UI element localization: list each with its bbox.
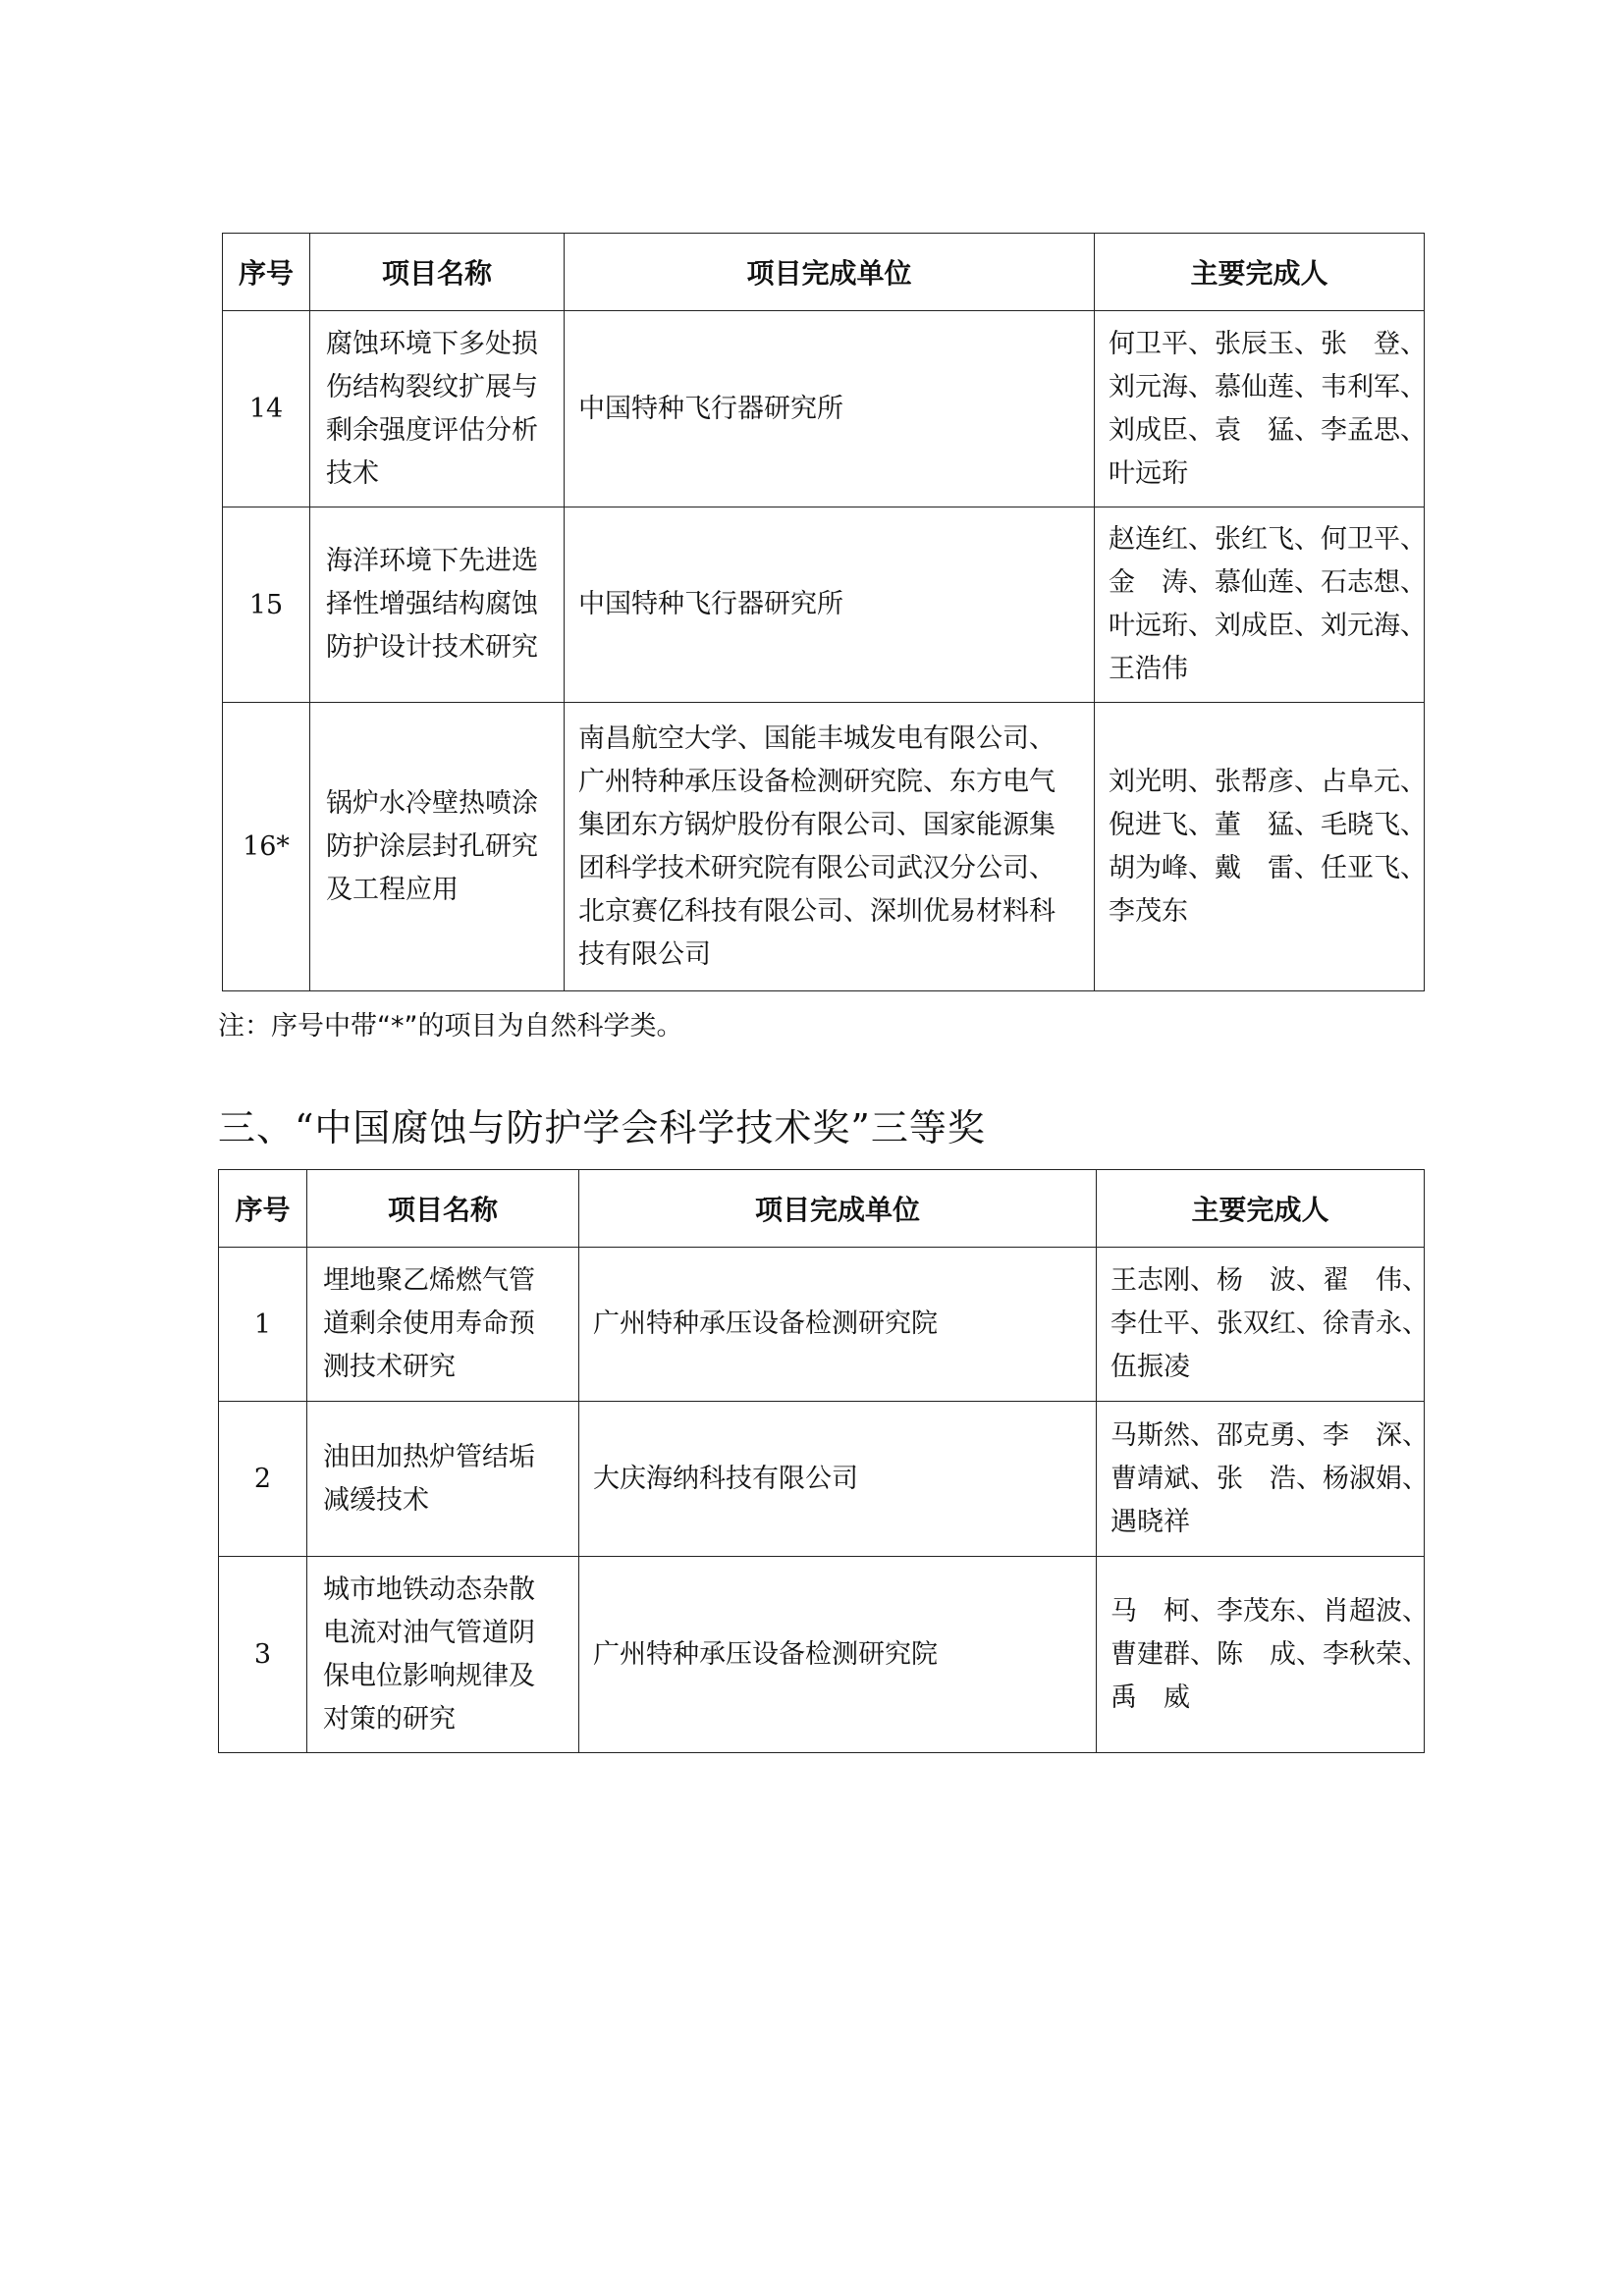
header-project-name: 项目名称 [310,234,565,311]
row-no: 15 [223,507,310,703]
award-table-second-prize-continued [222,233,1425,991]
award-table-third-prize [218,1169,1429,1753]
header-completing-unit: 项目完成单位 [565,234,1095,311]
row-project-name: 锅炉水冷壁热喷涂 防护涂层封孔研究 及工程应用 [310,703,565,991]
table-footnote: 注：序号中带“*”的项目为自然科学类。 [218,1011,683,1041]
section-heading: 三、“中国腐蚀与防护学会科学技术奖”三等奖 [218,1106,986,1149]
header-no: 序号 [223,234,310,311]
row-no: 1 [219,1248,307,1402]
table-row [223,507,1425,703]
header-main-contributors: 主要完成人 [1095,234,1425,311]
row-main-contributors: 赵连红、张红飞、何卫平、 金 涛、慕仙莲、石志想、 叶远珩、刘成臣、刘元海、 王浩伟 [1095,507,1425,703]
row-project-name: 埋地聚乙烯燃气管 道剩余使用寿命预 测技术研究 [307,1248,579,1402]
row-completing-unit: 大庆海纳科技有限公司 [579,1402,1097,1557]
row-completing-unit: 广州特种承压设备检测研究院 [579,1248,1097,1402]
row-project-name: 油田加热炉管结垢 减缓技术 [307,1402,579,1557]
table-header-row [223,234,1425,311]
row-completing-unit: 广州特种承压设备检测研究院 [579,1557,1097,1753]
table-row [219,1557,1425,1753]
row-completing-unit: 南昌航空大学、国能丰城发电有限公司、 广州特种承压设备检测研究院、东方电气 集团东方锅炉股份有限公司、国家能源集 团科学技术研究院有限公司武汉分公司、 北京赛亿科技有限公司、深圳优易材料科 技有限公司 [565,703,1095,991]
table-row [223,311,1425,507]
row-no: 16* [223,703,310,991]
row-project-name: 腐蚀环境下多处损 伤结构裂纹扩展与 剩余强度评估分析 技术 [310,311,565,507]
header-no: 序号 [219,1170,307,1248]
row-main-contributors: 马斯然、邵克勇、李 深、 曹靖斌、张 浩、杨淑娟、 遇晓祥 [1097,1402,1425,1557]
table-header-row [219,1170,1425,1248]
header-main-contributors: 主要完成人 [1097,1170,1425,1248]
row-main-contributors: 刘光明、张帮彦、占阜元、 倪进飞、董 猛、毛晓飞、 胡为峰、戴 雷、任亚飞、 李茂东 [1095,703,1425,991]
header-completing-unit: 项目完成单位 [579,1170,1097,1248]
row-project-name: 海洋环境下先进选 择性增强结构腐蚀 防护设计技术研究 [310,507,565,703]
table-row [219,1248,1425,1402]
table-row [219,1402,1425,1557]
row-main-contributors: 何卫平、张辰玉、张 登、 刘元海、慕仙莲、韦利军、 刘成臣、袁 猛、李孟思、 叶远珩 [1095,311,1425,507]
row-no: 3 [219,1557,307,1753]
row-completing-unit: 中国特种飞行器研究所 [565,311,1095,507]
table-row [223,703,1425,991]
row-main-contributors: 马 柯、李茂东、肖超波、 曹建群、陈 成、李秋荣、 禹 威 [1097,1557,1425,1753]
row-completing-unit: 中国特种飞行器研究所 [565,507,1095,703]
header-project-name: 项目名称 [307,1170,579,1248]
row-no: 14 [223,311,310,507]
row-no: 2 [219,1402,307,1557]
row-project-name: 城市地铁动态杂散 电流对油气管道阴 保电位影响规律及 对策的研究 [307,1557,579,1753]
row-main-contributors: 王志刚、杨 波、翟 伟、 李仕平、张双红、徐青永、 伍振凌 [1097,1248,1425,1402]
